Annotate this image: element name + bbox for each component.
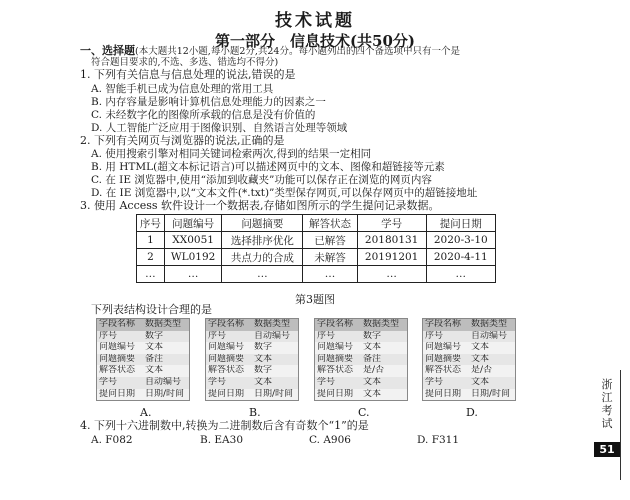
field-type: 数字 xyxy=(254,365,273,376)
field-name: 解答状态 xyxy=(208,365,245,376)
question-2-option-b: B. 用 HTML(超文本标记语言)可以描述网页中的文本、图像和超链接等元素 xyxy=(91,161,445,173)
field-name: 问题摘要 xyxy=(317,353,354,364)
field-type: 数字 xyxy=(254,342,273,353)
field-type: 文本 xyxy=(471,342,490,353)
record-cell: … xyxy=(164,266,222,283)
header-cell: 字段名称 xyxy=(208,319,245,329)
design-option-d-label: D. xyxy=(466,406,478,419)
field-name: 序号 xyxy=(425,330,444,341)
field-name: 提问日期 xyxy=(99,388,136,399)
record-cell: 1 xyxy=(137,232,165,249)
design-option-c-label: C. xyxy=(358,406,370,419)
field-name: 序号 xyxy=(208,330,227,341)
design-table-row xyxy=(206,377,298,389)
record-header-cell: 问题摘要 xyxy=(222,215,303,232)
record-cell: 已解答 xyxy=(303,232,357,249)
field-type: 文本 xyxy=(145,365,164,376)
question-1-stem: 1. 下列有关信息与信息处理的说法,错误的是 xyxy=(80,68,296,81)
record-cell: 2020-3-10 xyxy=(426,232,495,249)
record-cell: 共点力的合成 xyxy=(222,249,303,266)
field-type: 是/否 xyxy=(363,365,385,376)
field-type: 数字 xyxy=(363,330,382,341)
design-table-row xyxy=(97,354,189,366)
field-type: 文本 xyxy=(471,353,490,364)
page-title: 技术试题 xyxy=(275,11,355,31)
field-name: 序号 xyxy=(99,330,118,341)
design-table-row xyxy=(423,331,515,343)
record-header-cell: 序号 xyxy=(137,215,165,232)
design-table-row xyxy=(423,377,515,389)
field-type: 是/否 xyxy=(471,365,493,376)
part-heading-label: 一、选择题 xyxy=(80,44,135,57)
record-table-row xyxy=(137,249,496,266)
record-cell: WL0192 xyxy=(164,249,222,266)
figure-caption: 第3题图 xyxy=(295,293,335,306)
design-option-b-table xyxy=(205,318,299,401)
field-type: 自动编号 xyxy=(471,330,508,341)
question-2-option-a: A. 使用搜索引擎对相同关键词检索两次,得到的结果一定相同 xyxy=(91,148,372,160)
record-cell: 20180131 xyxy=(357,232,426,249)
record-header-cell: 解答状态 xyxy=(303,215,357,232)
record-cell: … xyxy=(303,266,357,283)
design-table-row xyxy=(97,389,189,401)
field-type: 文本 xyxy=(254,353,273,364)
record-table xyxy=(136,214,496,283)
design-table-row xyxy=(423,354,515,366)
field-name: 提问日期 xyxy=(208,388,245,399)
design-table-row xyxy=(315,354,407,366)
field-name: 问题编号 xyxy=(317,342,354,353)
field-name: 问题编号 xyxy=(99,342,136,353)
design-table-row xyxy=(315,365,407,377)
field-type: 文本 xyxy=(363,376,382,387)
field-type: 日期/时间 xyxy=(254,388,294,399)
field-type: 自动编号 xyxy=(254,330,291,341)
record-cell: 选择排序优化 xyxy=(222,232,303,249)
question-2-option-c: C. 在 IE 浏览器中,使用“添加到收藏夹”功能可以保存正在浏览的网页内容 xyxy=(91,174,432,186)
field-type: 文本 xyxy=(254,376,273,387)
field-name: 解答状态 xyxy=(99,365,136,376)
question-4-option-b: B. EA30 xyxy=(200,434,243,446)
page-number: 51 xyxy=(594,442,620,457)
design-table-row xyxy=(97,331,189,343)
design-table-row xyxy=(423,342,515,354)
design-table-row xyxy=(423,389,515,401)
design-option-a-table xyxy=(96,318,190,401)
record-table-header xyxy=(137,215,496,232)
record-cell: … xyxy=(222,266,303,283)
design-option-c-table xyxy=(314,318,408,401)
design-table-row xyxy=(206,389,298,401)
design-table-row xyxy=(315,389,407,401)
design-table-row xyxy=(97,342,189,354)
header-cell: 数据类型 xyxy=(471,319,508,329)
field-name: 问题编号 xyxy=(208,342,245,353)
field-type: 日期/时间 xyxy=(471,388,511,399)
design-table-row xyxy=(97,365,189,377)
field-name: 解答状态 xyxy=(317,365,354,376)
record-cell: … xyxy=(357,266,426,283)
field-name: 学号 xyxy=(317,376,336,387)
record-table-row xyxy=(137,232,496,249)
header-cell: 字段名称 xyxy=(425,319,462,329)
field-name: 学号 xyxy=(208,376,227,387)
design-table-row xyxy=(206,331,298,343)
field-type: 文本 xyxy=(363,388,382,399)
question-1-option-b: B. 内存容量是影响计算机信息处理能力的因素之一 xyxy=(91,96,326,108)
design-table-row xyxy=(206,354,298,366)
field-type: 数字 xyxy=(145,330,164,341)
record-header-cell: 学号 xyxy=(357,215,426,232)
header-cell: 数据类型 xyxy=(145,319,182,329)
question-2-stem: 2. 下列有关网页与浏览器的说法,正确的是 xyxy=(80,134,285,147)
header-cell: 数据类型 xyxy=(254,319,291,329)
field-type: 日期/时间 xyxy=(145,388,185,399)
part-instructions-cont: 符合题目要求的,不选、多选、错选均不得分) xyxy=(91,57,279,68)
design-table-row xyxy=(315,377,407,389)
field-name: 学号 xyxy=(99,376,118,387)
record-table-row xyxy=(137,266,496,283)
header-cell: 数据类型 xyxy=(363,319,400,329)
design-table-row xyxy=(206,342,298,354)
record-cell: 2020-4-11 xyxy=(426,249,495,266)
design-table-header xyxy=(97,319,189,331)
design-table-header xyxy=(423,319,515,331)
question-1-option-c: C. 未经数字化的图像所承载的信息是没有价值的 xyxy=(91,109,316,121)
part-instructions: (本大题共12小题,每小题2分,共24分。每小题列出的四个备选项中只有一个是 xyxy=(135,46,460,57)
design-table-row xyxy=(315,331,407,343)
field-name: 解答状态 xyxy=(425,365,462,376)
record-cell: … xyxy=(426,266,495,283)
design-table-row xyxy=(315,342,407,354)
field-type: 文本 xyxy=(471,376,490,387)
field-name: 序号 xyxy=(317,330,336,341)
design-option-d-table xyxy=(422,318,516,401)
side-label: 浙江考试 xyxy=(601,378,613,430)
record-header-cell: 问题编号 xyxy=(164,215,222,232)
field-name: 提问日期 xyxy=(425,388,462,399)
question-1-option-d: D. 人工智能广泛应用于图像识别、自然语言处理等领域 xyxy=(91,122,348,134)
field-name: 问题摘要 xyxy=(425,353,462,364)
field-type: 文本 xyxy=(145,342,164,353)
field-type: 备注 xyxy=(145,353,164,364)
question-4-option-d: D. F311 xyxy=(417,434,460,446)
field-name: 学号 xyxy=(425,376,444,387)
header-cell: 字段名称 xyxy=(99,319,136,329)
question-3-stem: 3. 使用 Access 软件设计一个数据表,存储如图所示的学生提问记录数据。 xyxy=(80,199,440,212)
field-name: 问题编号 xyxy=(425,342,462,353)
design-table-row xyxy=(206,365,298,377)
record-cell: 2 xyxy=(137,249,165,266)
field-type: 自动编号 xyxy=(145,376,182,387)
field-type: 文本 xyxy=(363,342,382,353)
field-type: 备注 xyxy=(363,353,382,364)
design-table-row xyxy=(97,377,189,389)
field-name: 提问日期 xyxy=(317,388,354,399)
question-1-option-a: A. 智能手机已成为信息处理的常用工具 xyxy=(91,83,274,95)
design-option-b-label: B. xyxy=(249,406,261,419)
design-table-row xyxy=(423,365,515,377)
record-cell: 20191201 xyxy=(357,249,426,266)
question-4-stem: 4. 下列十六进制数中,转换为二进制数后含有奇数个“1”的是 xyxy=(80,419,369,432)
record-cell: XX0051 xyxy=(164,232,222,249)
field-name: 问题摘要 xyxy=(99,353,136,364)
question-4-option-c: C. A906 xyxy=(309,434,351,446)
field-name: 问题摘要 xyxy=(208,353,245,364)
record-header-cell: 提问日期 xyxy=(426,215,495,232)
design-option-a-label: A. xyxy=(140,406,152,419)
design-table-header xyxy=(315,319,407,331)
question-2-option-d: D. 在 IE 浏览器中,以“文本文件(*.txt)”类型保存网页,可以保存网页中的超链接地址 xyxy=(91,187,478,199)
section-heading: 第一部分 信息技术(共50分) xyxy=(214,32,416,50)
margin-divider xyxy=(620,370,621,480)
design-table-header xyxy=(206,319,298,331)
record-cell: 未解答 xyxy=(303,249,357,266)
question-4-option-a: A. F082 xyxy=(91,434,133,446)
header-cell: 字段名称 xyxy=(317,319,354,329)
question-3-prompt: 下列表结构设计合理的是 xyxy=(91,303,212,316)
record-cell: … xyxy=(137,266,165,283)
